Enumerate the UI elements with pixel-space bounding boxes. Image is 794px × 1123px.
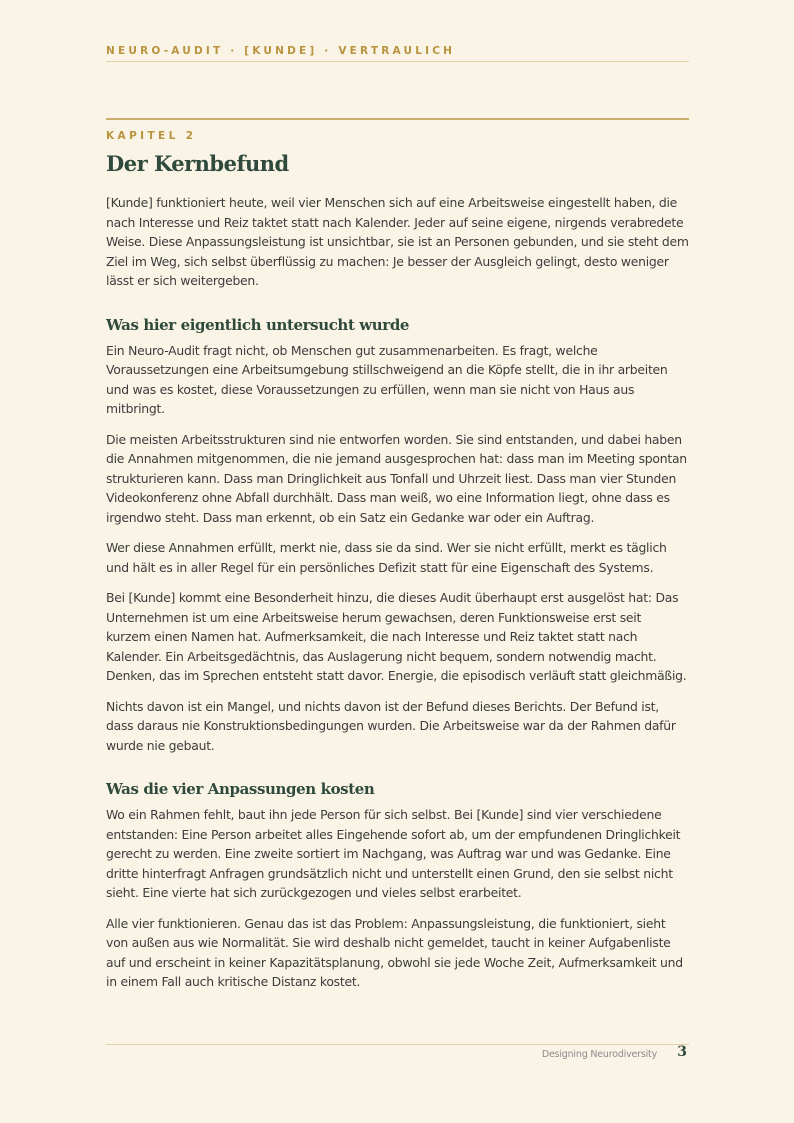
section1-paragraph-3: Wer diese Annahmen erfüllt, merkt nie, dass sie da sind. Wer sie nicht erfüllt, merkt es täglich und hält es in aller Regel für ein persönliches Defizit statt für eine Eigenschaft des Systems. — [106, 540, 667, 575]
section-heading-costs: Was die vier Anpassungen kosten — [106, 780, 375, 798]
section2-paragraph-2: Alle vier funktionieren. Genau das ist das Problem: Anpassungsleistung, die funktioniert, sieht von außen aus wie Normalität. Sie wird deshalb nicht gemeldet, taucht in keiner Aufgabenliste auf und erscheint in keiner Kapazitätsplanung, obwohl sie jede Woche Zeit, Aufmerksamkeit und in einem Fall auch kritische Distanz kostet. — [106, 915, 683, 989]
chapter-kicker: KAPITEL 2 — [106, 130, 197, 142]
chapter-divider — [106, 118, 689, 120]
section1-paragraph-5: Nichts davon ist ein Mangel, und nichts davon ist der Befund dieses Berichts. Der Befund ist, dass daraus nie Konstruktionsbedingungen wurden. Die Arbeitsweise war da der Rahmen dafür wurde nie gebaut. — [106, 698, 676, 753]
header-divider — [106, 61, 689, 62]
page-number: 3 — [677, 1044, 687, 1060]
document-page — [106, 0, 689, 1123]
running-header: NEURO-AUDIT · [KUNDE] · VERTRAULICH — [106, 45, 456, 57]
chapter-body — [106, 193, 689, 1003]
section2-paragraph-1: Wo ein Rahmen fehlt, baut ihn jede Person für sich selbst. Bei [Kunde] sind vier verschiedene entstanden: Eine Person arbeitet alles Eingehende sofort ab, um der empfundenen Dringlichkeit gerecht zu werden. Eine zweite sortiert im Nachgang, was Auftrag war und was Gedanke. Eine dritte hinterfragt Anfragen grundsätzlich nicht und unterstellt einen Grund, den sie selbst nicht sieht. Eine vierte hat sich zurückgezogen und vieles selbst erarbeitet. — [106, 807, 681, 900]
chapter-title: Der Kernbefund — [106, 151, 289, 176]
section1-paragraph-2: Die meisten Arbeitsstrukturen sind nie entworfen worden. Sie sind entstanden, und dabei haben die Annahmen mitgenommen, die nie jemand ausgesprochen hat: dass man im Meeting spontan strukturieren kann. Dass man Dringlichkeit aus Tonfall und Uhrzeit liest. Dass man vier Stunden Videokonferenz ohne Abfall durchhält. Dass man weiß, wo eine Information liegt, ohne dass es irgendwo steht. Dass man erkennt, ob ein Satz ein Gedanke war oder ein Auftrag. — [106, 431, 687, 525]
footer-book-title: Designing Neurodiversity — [541, 1049, 657, 1060]
footer-divider — [106, 1044, 689, 1045]
intro-paragraph: [Kunde] funktioniert heute, weil vier Menschen sich auf eine Arbeitsweise eingestellt haben, die nach Interesse und Reiz taktet statt nach Kalender. Jeder auf seine eigene, nirgends verabredete Weise. Diese Anpassungsleistung ist unsichtbar, sie ist an Personen gebunden, und sie steht dem Ziel im Weg, sich selbst überflüssig zu machen: Je besser der Ausgleich gelingt, desto weniger lässt er sich weitergeben. — [106, 195, 689, 288]
section1-paragraph-4: Bei [Kunde] kommt eine Besonderheit hinzu, die dieses Audit überhaupt erst ausgelöst hat: Das Unternehmen ist um eine Arbeitsweise herum gewachsen, deren Funktionsweise erst seit kurzem einen Namen hat. Aufmerksamkeit, die nach Interesse und Reiz taktet statt nach Kalender. Ein Arbeitsgedächtnis, das Auslagerung nicht bequem, sondern notwendig macht. Denken, das im Sprechen entsteht statt davor. Energie, die episodisch verläuft statt gleichmäßig. — [106, 590, 687, 683]
section1-paragraph-1: Ein Neuro-Audit fragt nicht, ob Menschen gut zusammenarbeiten. Es fragt, welche Voraussetzungen eine Arbeitsumgebung stillschweigend an die Köpfe stellt, die in ihr arbeiten und was es kostet, diese Voraussetzungen zu erfüllen, wenn man sie nicht von Haus aus mitbringt. — [106, 342, 668, 416]
section-heading-investigation: Was hier eigentlich untersucht wurde — [106, 315, 410, 334]
